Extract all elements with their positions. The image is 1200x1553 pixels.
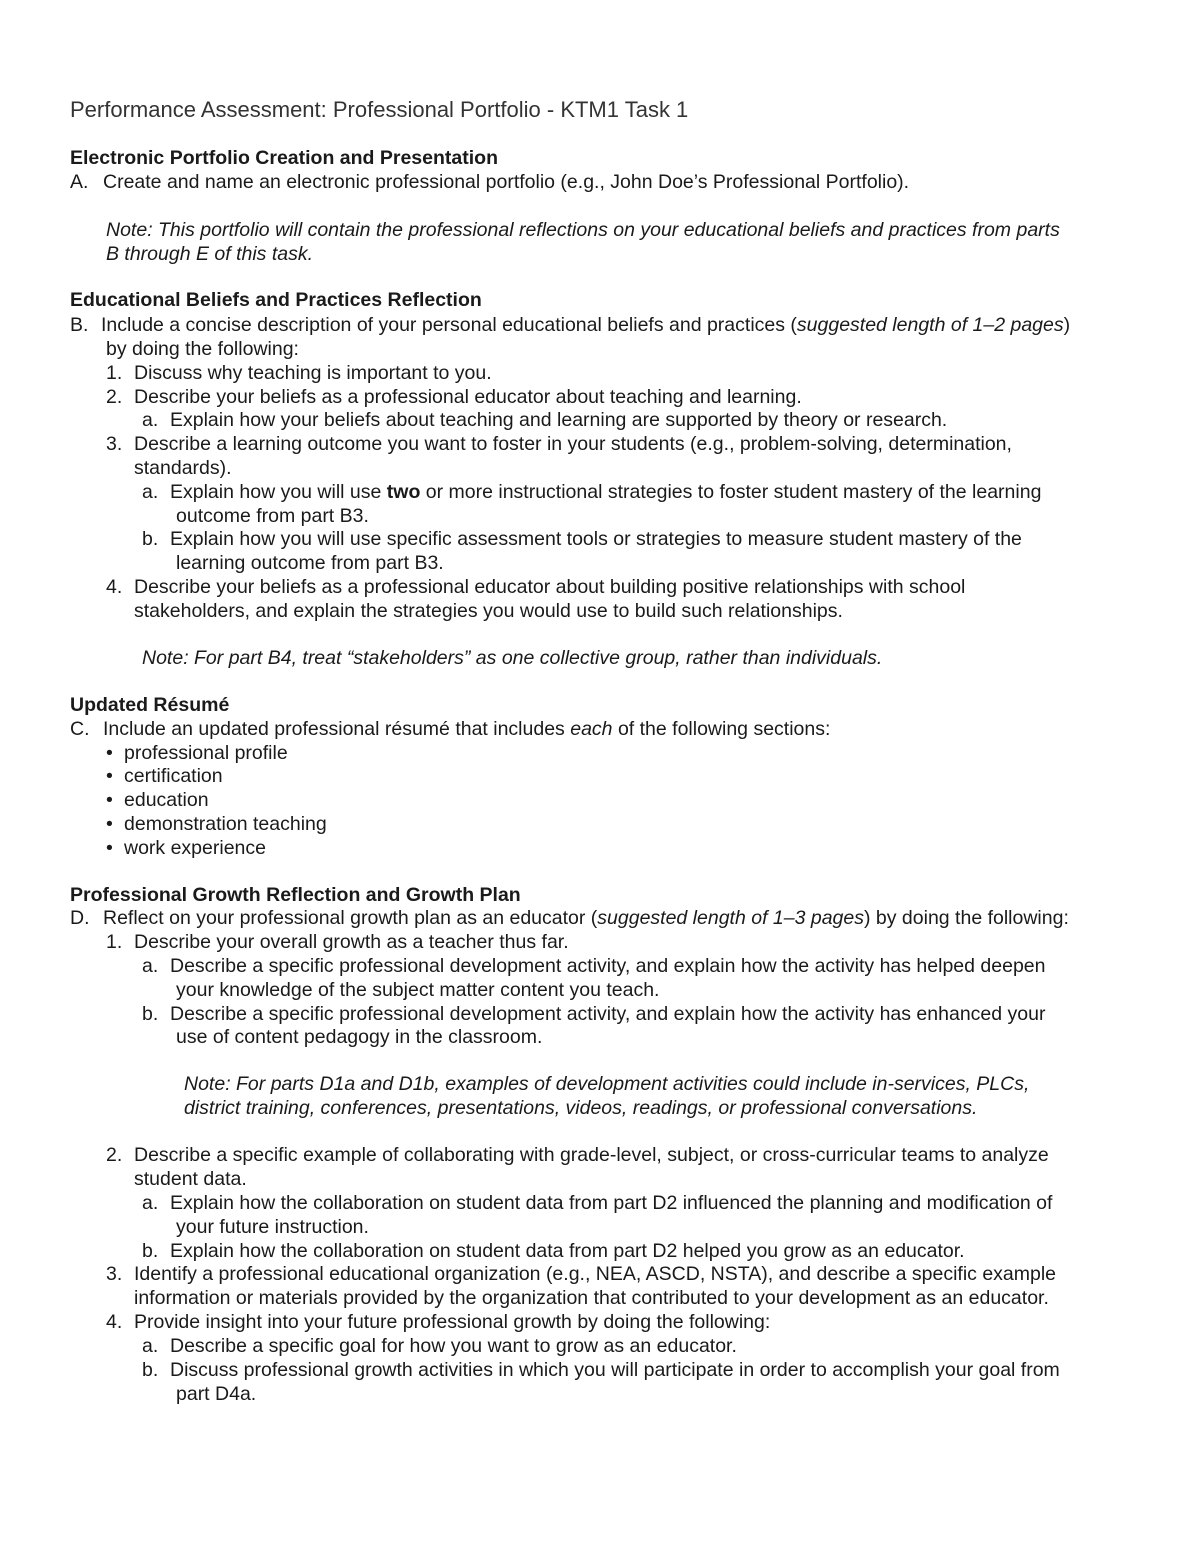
list-item-d1b-line2: use of content pedagogy in the classroom. — [176, 1026, 543, 1048]
list-item-text: Explain how you will use specific assessment tools or strategies to measure student mastery of the — [170, 528, 1022, 550]
section-d-intro-rest: ) by doing the following: — [864, 907, 1069, 929]
list-marker: b. — [142, 528, 159, 550]
list-marker: 3. — [106, 1263, 123, 1285]
section-d-intro-text: Reflect on your professional growth plan as an educator ( — [103, 907, 598, 929]
section-b-marker: B. — [70, 314, 89, 336]
section-a-heading: Electronic Portfolio Creation and Presentation — [70, 147, 498, 169]
list-item-text: Describe a specific goal for how you want to grow as an educator. — [170, 1335, 737, 1357]
list-item-b3a-line2: outcome from part B3. — [176, 505, 369, 527]
list-item-text: Describe a specific professional development activity, and explain how the activity has helped deepen — [170, 955, 1046, 977]
document-title: Performance Assessment: Professional Portfolio - KTM1 Task 1 — [70, 97, 689, 122]
bullet-text: professional profile — [124, 742, 288, 764]
list-item-text: Describe your beliefs as a professional educator about teaching and learning. — [134, 386, 802, 408]
list-item-d4b — [142, 1358, 1060, 1382]
section-c-intro-rest: of the following sections: — [612, 718, 831, 740]
list-marker: 1. — [106, 362, 123, 384]
section-c-intro-text: Include an updated professional résumé that includes — [103, 718, 571, 740]
bullet-marker: • — [106, 789, 113, 811]
list-item-b3 — [106, 432, 1012, 456]
list-marker: b. — [142, 1359, 159, 1381]
section-b-intro-italic: suggested length of 1–2 pages — [796, 314, 1064, 336]
list-item-d4b-line2: part D4a. — [176, 1383, 257, 1405]
list-item-b3b — [142, 527, 1022, 551]
list-item-d2 — [106, 1143, 1049, 1167]
section-a-body: Create and name an electronic professional portfolio (e.g., John Doe’s Professional Portfolio). — [103, 171, 910, 193]
bullet-text: work experience — [124, 837, 266, 859]
bullet-item — [106, 836, 266, 860]
list-item-b3b-line2: learning outcome from part B3. — [176, 552, 444, 574]
list-item-text: Discuss why teaching is important to you. — [134, 362, 492, 384]
bullet-text: demonstration teaching — [124, 813, 327, 835]
list-marker: 3. — [106, 433, 123, 455]
list-marker: 4. — [106, 576, 123, 598]
list-item-text: Describe a specific example of collaborating with grade-level, subject, or cross-curricular teams to analyze — [134, 1144, 1049, 1166]
bullet-item — [106, 788, 209, 812]
section-d-note-line1: Note: For parts D1a and D1b, examples of development activities could include in-services, PLCs, — [184, 1073, 1030, 1095]
section-d-heading: Professional Growth Reflection and Growth Plan — [70, 884, 521, 906]
list-item-text-rest: or more instructional strategies to foster student mastery of the learning — [420, 481, 1042, 503]
list-item-text: Identify a professional educational organization (e.g., NEA, ASCD, NSTA), and describe a specific example — [134, 1263, 1057, 1285]
section-a-marker: A. — [70, 171, 89, 193]
list-marker: a. — [142, 1192, 159, 1214]
list-item-d3-line2: information or materials provided by the organization that contributed to your development as an educator. — [134, 1287, 1049, 1309]
list-item-text: Describe your overall growth as a teacher thus far. — [134, 931, 569, 953]
list-item-d1a — [142, 954, 1045, 978]
bullet-marker: • — [106, 765, 113, 787]
list-item-bold: two — [386, 481, 421, 503]
bullet-item — [106, 764, 223, 788]
list-marker: b. — [142, 1240, 159, 1262]
list-item-text: Explain how your beliefs about teaching and learning are supported by theory or research. — [170, 409, 948, 431]
list-marker: b. — [142, 1003, 159, 1025]
list-item-d2-line2: student data. — [134, 1168, 247, 1190]
list-item-text: Explain how you will use — [170, 481, 387, 503]
bullet-text: certification — [124, 765, 223, 787]
section-b-note: Note: For part B4, treat “stakeholders” as one collective group, rather than individuals. — [142, 647, 883, 669]
section-c-marker: C. — [70, 718, 90, 740]
list-item-b3-line2: standards). — [134, 457, 232, 479]
section-d-note-line2: district training, conferences, presentations, videos, readings, or professional conversations. — [184, 1097, 978, 1119]
section-b-intro-line2: by doing the following: — [106, 338, 299, 360]
list-marker: 2. — [106, 386, 123, 408]
list-item-text: Describe a specific professional development activity, and explain how the activity has enhanced your — [170, 1003, 1046, 1025]
list-item-d3 — [106, 1262, 1056, 1286]
list-item-text: Describe a learning outcome you want to foster in your students (e.g., problem-solving, determination, — [134, 433, 1012, 455]
list-item-d2b — [142, 1239, 965, 1263]
list-item-text: Explain how the collaboration on student data from part D2 helped you grow as an educator. — [170, 1240, 965, 1262]
section-d-intro-italic: suggested length of 1–3 pages — [597, 907, 864, 929]
bullet-marker: • — [106, 742, 113, 764]
list-marker: a. — [142, 481, 159, 503]
list-item-b4-line2: stakeholders, and explain the strategies you would use to build such relationships. — [134, 600, 843, 622]
section-a-note-line1: Note: This portfolio will contain the professional reflections on your educational beliefs and practices from parts — [106, 219, 1060, 241]
list-marker: a. — [142, 409, 159, 431]
bullet-text: education — [124, 789, 209, 811]
list-item-b2a — [142, 408, 947, 432]
list-item-d1b — [142, 1002, 1045, 1026]
list-item-b4 — [106, 575, 965, 599]
section-d-marker: D. — [70, 907, 90, 929]
list-item-d2a — [142, 1191, 1052, 1215]
list-item-d2a-line2: your future instruction. — [176, 1216, 369, 1238]
section-a-text — [70, 170, 909, 194]
list-item-text: Explain how the collaboration on student data from part D2 influenced the planning and modification of — [170, 1192, 1053, 1214]
section-d-intro — [70, 906, 1069, 930]
bullet-marker: • — [106, 837, 113, 859]
section-b-heading: Educational Beliefs and Practices Reflection — [70, 289, 482, 311]
list-item-d1 — [106, 930, 569, 954]
bullet-item — [106, 812, 327, 836]
list-item-b2 — [106, 385, 802, 409]
list-item-text: Describe your beliefs as a professional educator about building positive relationships with school — [134, 576, 966, 598]
section-c-intro — [70, 717, 830, 741]
list-item-text: Discuss professional growth activities in which you will participate in order to accomplish your goal from — [170, 1359, 1060, 1381]
section-a-note-line2: B through E of this task. — [106, 243, 314, 265]
list-item-d1a-line2: your knowledge of the subject matter content you teach. — [176, 979, 660, 1001]
list-item-d4 — [106, 1310, 770, 1334]
bullet-item — [106, 741, 288, 765]
list-item-b3a — [142, 480, 1041, 504]
section-c-heading: Updated Résumé — [70, 694, 230, 716]
section-b-intro-text: Include a concise description of your personal educational beliefs and practices ( — [101, 314, 797, 336]
list-marker: 2. — [106, 1144, 123, 1166]
list-item-d4a — [142, 1334, 737, 1358]
list-marker: a. — [142, 1335, 159, 1357]
list-item-b1 — [106, 361, 492, 385]
section-c-intro-italic: each — [570, 718, 613, 740]
list-item-text: Provide insight into your future professional growth by doing the following: — [134, 1311, 771, 1333]
section-b-intro — [70, 313, 1070, 337]
list-marker: a. — [142, 955, 159, 977]
list-marker: 4. — [106, 1311, 123, 1333]
bullet-marker: • — [106, 813, 113, 835]
list-marker: 1. — [106, 931, 123, 953]
section-b-intro-close: ) — [1063, 314, 1071, 336]
